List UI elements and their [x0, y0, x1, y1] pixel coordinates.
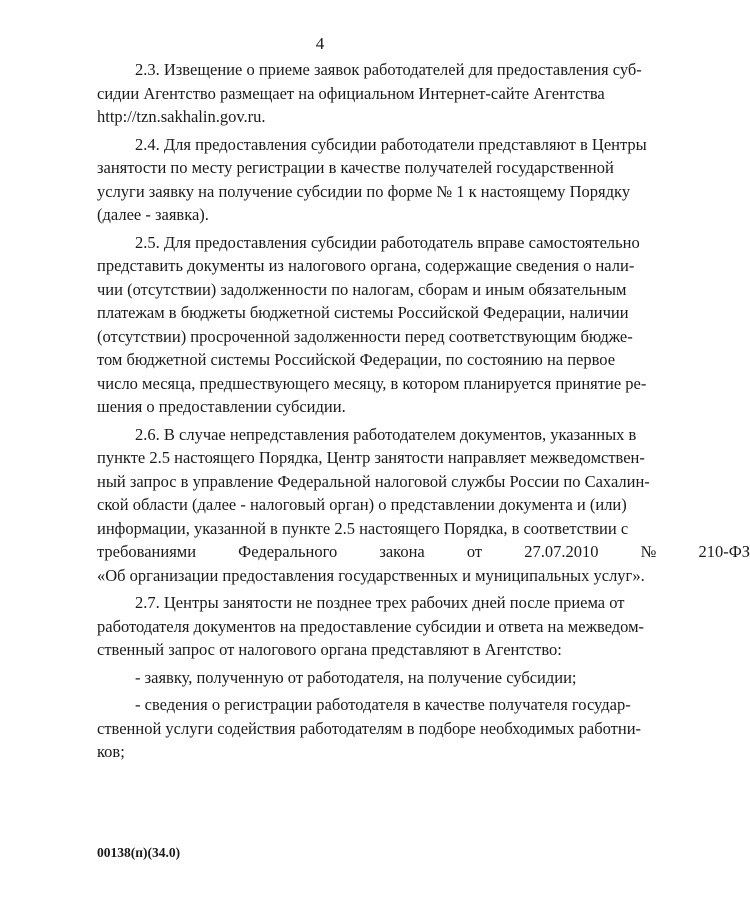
text-line: 2.3. Извещение о приеме заявок работодателей для предоставления суб- — [135, 60, 642, 79]
page-number: 4 — [315, 34, 325, 53]
paragraph-2-4 — [97, 133, 647, 227]
text-line: - заявку, полученную от работодателя, на получение субсидии; — [135, 667, 577, 687]
text-line: чии (отсутствии) задолженности по налогам, сборам и иным обязательным — [97, 279, 627, 299]
paragraph-2-5 — [97, 231, 647, 419]
text-line: «Об организации предоставления государственных и муниципальных услуг». — [97, 565, 645, 585]
list-item — [97, 693, 642, 764]
text-line: шения о предоставлении субсидии. — [97, 397, 346, 416]
text-line: 2.6. В случае непредставления работодателем документов, указанных в — [135, 424, 637, 444]
document-code: 00138(п)(34.0) — [97, 845, 181, 860]
text-line: 2.4. Для предоставления субсидии работодатели представляют в Центры — [135, 134, 647, 154]
text-line: ный запрос в управление Федеральной налоговой службы России по Сахалин- — [97, 471, 650, 491]
text-line: 2.7. Центры занятости не позднее трех рабочих дней после приема от — [135, 593, 625, 612]
text-line: - сведения о регистрации работодателя в качестве получателя государ- — [135, 695, 631, 714]
text-line: ственной услуги содействия работодателям в подборе необходимых работни- — [97, 718, 642, 738]
text-line: том бюджетной системы Российской Федерации, по состоянию на первое — [97, 350, 616, 369]
text-line: ственный запрос от налогового органа представляют в Агентство: — [97, 640, 562, 659]
text-line: занятости по месту регистрации в качестве получателей государственной — [97, 158, 614, 177]
text-line: платежам в бюджеты бюджетной системы Российской Федерации, наличии — [97, 303, 629, 322]
text-line: представить документы из налогового органа, содержащие сведения о нали- — [97, 256, 635, 275]
text-line: число месяца, предшествующего месяцу, в котором планируется принятие ре- — [97, 373, 647, 393]
text-line: ков; — [97, 742, 125, 761]
text-line: услуги заявку на получение субсидии по форме № 1 к настоящему Порядку — [97, 181, 631, 201]
text-line: ской области (далее - налоговый орган) о представлении документа и (или) — [97, 495, 627, 514]
text-line: информации, указанной в пункте 2.5 настоящего Порядка, в соответствии с — [97, 518, 629, 538]
text-line: сидии Агентство размещает на официальном Интернет-сайте Агентства — [97, 83, 605, 103]
text-line: пункте 2.5 настоящего Порядка, Центр занятости направляет межведомствен- — [97, 448, 645, 467]
paragraph-2-3 — [97, 58, 642, 129]
text-line: http://tzn.sakhalin.gov.ru. — [97, 107, 266, 126]
text-line: (отсутствии) просроченной задолженности перед соответствующим бюдже- — [97, 326, 633, 346]
text-line: 2.5. Для предоставления субсидии работодатель вправе самостоятельно — [135, 232, 640, 252]
text-line: работодателя документов на предоставление субсидии и ответа на межведом- — [97, 616, 645, 636]
text-line: требованиями Федерального закона от 27.07.2010 № 210-ФЗ — [97, 542, 750, 561]
paragraph-2-7 — [97, 591, 645, 662]
text-line: (далее - заявка). — [97, 205, 209, 224]
paragraph-2-6 — [97, 423, 750, 588]
document-body — [97, 58, 750, 768]
list-item — [97, 666, 601, 690]
